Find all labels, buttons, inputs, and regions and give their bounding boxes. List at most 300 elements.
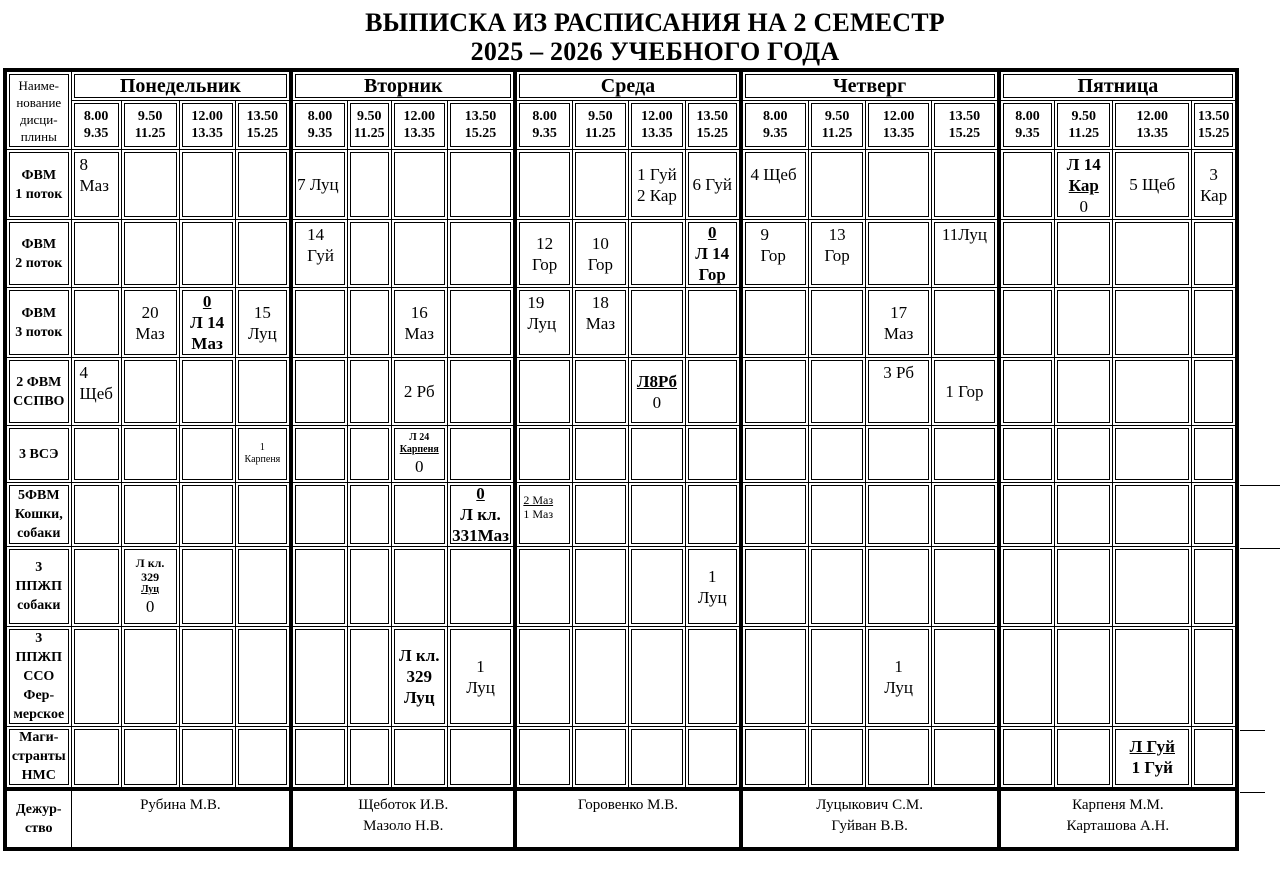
cell-line: Кошки, (14, 507, 63, 522)
schedule-cell (741, 220, 809, 288)
cell-line: 0 (652, 392, 662, 412)
cell-line: Гор (698, 265, 726, 284)
schedule-cell (999, 220, 1055, 288)
schedule-cell (447, 220, 515, 288)
time-slot-header (1192, 101, 1237, 150)
schedule-cell (447, 547, 515, 627)
schedule-cell (999, 426, 1055, 483)
schedule-cell (628, 426, 685, 483)
cell-line: 8 (79, 155, 89, 174)
schedule-cell (347, 547, 391, 627)
discipline-header-line: плины (20, 128, 57, 144)
discipline-header-line: нование (16, 94, 62, 110)
schedule-cell (347, 220, 391, 288)
cell-line: 2 Кар (636, 185, 677, 205)
cell-line: Гор (760, 246, 786, 265)
cell-line: Луцыкович С.М. (816, 796, 923, 813)
schedule-cell (447, 288, 515, 358)
discipline-row (5, 426, 1237, 483)
cell-line: Луц (403, 688, 435, 707)
schedule-cell (515, 627, 572, 727)
schedule-cell (932, 426, 999, 483)
schedule-cell (572, 288, 628, 358)
cell-line: 8.00 (83, 109, 109, 124)
schedule-cell (866, 547, 932, 627)
schedule-cell (999, 483, 1055, 547)
cell-line: 1 Гор (945, 382, 984, 401)
schedule-cell (235, 727, 291, 789)
schedule-cell (71, 426, 121, 483)
schedule-cell (1113, 483, 1192, 547)
schedule-cell (391, 627, 447, 727)
schedule-cell (347, 627, 391, 727)
cell-line: 14 (307, 225, 325, 244)
schedule-cell (866, 627, 932, 727)
schedule-cell (515, 288, 572, 358)
schedule-cell (121, 483, 179, 547)
discipline-row (5, 627, 1237, 727)
cell-line: 12.00 (403, 109, 435, 124)
schedule-cell (1113, 547, 1192, 627)
schedule-cell (1055, 426, 1113, 483)
schedule-cell (71, 288, 121, 358)
discipline-row (5, 150, 1237, 220)
cell-line: 12.00 (641, 109, 673, 124)
schedule-cell (809, 288, 866, 358)
schedule-cell (391, 220, 447, 288)
cell-line: 12.00 (191, 109, 223, 124)
schedule-cell (1192, 358, 1237, 426)
cell-line: ССПВО (13, 393, 65, 409)
time-slot-header (71, 101, 121, 150)
discipline-row (5, 483, 1237, 547)
schedule-cell (932, 627, 999, 727)
schedule-cell (179, 727, 235, 789)
schedule-cell (347, 358, 391, 426)
schedule-cell (1055, 358, 1113, 426)
time-slot-header (447, 101, 515, 150)
schedule-cell (685, 288, 740, 358)
cell-line: 9 (760, 225, 770, 244)
discipline-name (5, 150, 71, 220)
schedule-cell (572, 547, 628, 627)
schedule-cell (866, 220, 932, 288)
schedule-cell (179, 547, 235, 627)
schedule-table (3, 68, 1239, 851)
cell-line: 9.50 (137, 109, 163, 124)
day-header: Понедельник (71, 70, 291, 101)
schedule-cell (71, 483, 121, 547)
schedule-cell (1192, 727, 1237, 789)
schedule-cell (1113, 627, 1192, 727)
schedule-cell (628, 358, 685, 426)
time-slot-header (866, 101, 932, 150)
cell-line: 4 Щеб (750, 165, 797, 184)
schedule-cell (999, 288, 1055, 358)
cell-line: Щеб (79, 384, 113, 403)
cell-line: Фер- (23, 688, 55, 703)
title-line-1: ВЫПИСКА ИЗ РАСПИСАНИЯ НА 2 СЕМЕСТР (365, 8, 945, 37)
schedule-cell (1113, 727, 1192, 789)
cell-line: Л Гуй (1129, 736, 1175, 756)
cell-line: Л 24 (409, 431, 430, 443)
cell-line: 9.35 (763, 126, 788, 141)
cell-line: Дежур- (15, 801, 62, 817)
schedule-cell (291, 727, 347, 789)
cell-line: 13.50 (696, 109, 728, 124)
schedule-cell (71, 358, 121, 426)
cell-line: 8.00 (307, 109, 333, 124)
schedule-cell (515, 727, 572, 789)
cell-line: 13.35 (403, 126, 435, 141)
cell-line: ФВМ (21, 167, 57, 183)
schedule-cell (866, 426, 932, 483)
cell-line: 0 (415, 456, 424, 476)
cell-line: 1 Маз (523, 507, 554, 521)
schedule-cell (685, 727, 740, 789)
cell-line: Л 14 (1066, 155, 1101, 174)
margin-line (1240, 730, 1265, 731)
cell-line: 3 (35, 560, 43, 575)
cell-line: 15.25 (246, 126, 279, 141)
schedule-cell (1055, 547, 1113, 627)
schedule-cell (179, 627, 235, 727)
cell-line: 17 (890, 302, 908, 322)
duty-row (5, 789, 1237, 849)
cell-line: Рубина М.В. (140, 796, 221, 813)
cell-line: Луц (248, 323, 277, 343)
schedule-cell (685, 220, 740, 288)
schedule-cell (932, 483, 999, 547)
duty-label (5, 789, 71, 849)
cell-line: Карпеня (399, 443, 439, 455)
schedule-cell (741, 627, 809, 727)
schedule-cell (121, 288, 179, 358)
schedule-cell (121, 220, 179, 288)
schedule-cell (741, 426, 809, 483)
time-slot-header (1113, 101, 1192, 150)
schedule-cell (741, 547, 809, 627)
schedule-cell (121, 547, 179, 627)
cell-line: 331Маз (452, 526, 509, 545)
cell-line: Мазоло Н.В. (363, 817, 444, 834)
schedule-cell (71, 727, 121, 789)
discipline-row (5, 288, 1237, 358)
cell-line: 9.35 (83, 126, 109, 141)
discipline-header-line: дисци- (19, 111, 58, 127)
cell-line: Гуй (307, 246, 334, 265)
cell-line: ССО (23, 669, 55, 684)
cell-line: Гор (531, 254, 558, 274)
duty-cell (291, 789, 515, 849)
schedule-cell (572, 727, 628, 789)
cell-line: мерское (13, 707, 65, 722)
schedule-cell (447, 727, 515, 789)
day-header: Вторник (291, 70, 515, 101)
schedule-cell (447, 426, 515, 483)
cell-line: Маз (135, 323, 165, 343)
schedule-cell (447, 150, 515, 220)
cell-line: 12.00 (1136, 109, 1169, 124)
schedule-cell (1055, 220, 1113, 288)
schedule-cell (1192, 547, 1237, 627)
schedule-cell (291, 150, 347, 220)
schedule-cell (809, 727, 866, 789)
cell-line: ство (24, 820, 53, 836)
time-slot-header (999, 101, 1055, 150)
schedule-cell (179, 288, 235, 358)
schedule-cell (809, 426, 866, 483)
schedule-cell (515, 426, 572, 483)
schedule-cell (932, 358, 999, 426)
duty-cell (999, 789, 1237, 849)
time-slot-header (685, 101, 740, 150)
cell-line: 8.00 (763, 109, 788, 124)
cell-line: Гуйван В.В. (831, 817, 908, 834)
schedule-cell (71, 220, 121, 288)
discipline-name (5, 483, 71, 547)
schedule-cell (1055, 483, 1113, 547)
schedule-cell (121, 358, 179, 426)
cell-line: 15.25 (464, 126, 497, 141)
cell-line: 13.35 (882, 126, 915, 141)
discipline-row (5, 220, 1237, 288)
schedule-cell (515, 150, 572, 220)
cell-line: 7 Луц (297, 175, 339, 194)
cell-line: 13.50 (948, 109, 981, 124)
cell-line: Горовенко М.В. (577, 796, 678, 813)
schedule-cell (685, 547, 740, 627)
schedule-cell (809, 358, 866, 426)
cell-line: 0 (476, 484, 485, 503)
cell-line: Маги- (19, 730, 59, 746)
cell-line: 0 (202, 292, 212, 311)
schedule-cell (572, 358, 628, 426)
time-slot-header (235, 101, 291, 150)
cell-line: 3 (1209, 164, 1218, 184)
schedule-cell (291, 426, 347, 483)
cell-line: Маз (585, 314, 616, 333)
cell-line: 12 (536, 233, 554, 253)
cell-line: 9.50 (588, 109, 613, 124)
cell-line: Карпеня М.М. (1072, 796, 1164, 813)
cell-line: 15.25 (696, 126, 728, 141)
schedule-cell (391, 288, 447, 358)
schedule-cell (685, 150, 740, 220)
cell-line: 5 Щеб (1129, 175, 1176, 194)
schedule-cell (1113, 358, 1192, 426)
schedule-cell (447, 358, 515, 426)
time-slot-header (809, 101, 866, 150)
discipline-name (5, 288, 71, 358)
cell-line: 2 ФВМ (16, 374, 62, 390)
schedule-cell (121, 150, 179, 220)
cell-line: Луц (466, 677, 495, 697)
schedule-cell (179, 220, 235, 288)
time-slot-header (121, 101, 179, 150)
schedule-cell (866, 358, 932, 426)
cell-line: 13 (828, 225, 846, 244)
schedule-cell (628, 627, 685, 727)
schedule-cell (1113, 288, 1192, 358)
document-title (0, 8, 1280, 66)
cell-line: 11.25 (821, 126, 853, 141)
schedule-cell (809, 547, 866, 627)
discipline-name (5, 220, 71, 288)
time-slot-header (572, 101, 628, 150)
schedule-cell (515, 483, 572, 547)
title-line-2: 2025 – 2026 УЧЕБНОГО ГОДА (470, 37, 840, 66)
time-slot-header (932, 101, 999, 150)
schedule-cell (291, 358, 347, 426)
cell-line: 11.25 (353, 126, 385, 141)
cell-line: 3 поток (15, 324, 63, 340)
cell-line: Л кл. (399, 646, 440, 665)
cell-line: 9.35 (532, 126, 557, 141)
schedule-cell (999, 358, 1055, 426)
day-header: Четверг (741, 70, 999, 101)
cell-line: Луц (527, 314, 557, 333)
schedule-cell (347, 150, 391, 220)
cell-line: 9.50 (1071, 109, 1096, 124)
schedule-cell (866, 483, 932, 547)
schedule-cell (71, 150, 121, 220)
cell-line: Луц (884, 677, 913, 697)
schedule-cell (121, 727, 179, 789)
duty-cell (515, 789, 740, 849)
schedule-cell (291, 483, 347, 547)
schedule-cell (866, 727, 932, 789)
schedule-cell (741, 358, 809, 426)
schedule-cell (809, 627, 866, 727)
day-header: Среда (515, 70, 740, 101)
cell-line: Л 14 (190, 313, 225, 332)
time-slot-header (628, 101, 685, 150)
schedule-cell (999, 627, 1055, 727)
schedule-cell (572, 220, 628, 288)
schedule-cell (1113, 220, 1192, 288)
schedule-cell (999, 547, 1055, 627)
duty-cell (741, 789, 999, 849)
cell-line: ППЖП (15, 579, 63, 594)
schedule-cell (1192, 220, 1237, 288)
schedule-cell (628, 547, 685, 627)
discipline-row (5, 727, 1237, 789)
cell-line: 0 (1079, 197, 1088, 216)
schedule-cell (685, 358, 740, 426)
schedule-cell (1192, 627, 1237, 727)
cell-line: 15.25 (1197, 126, 1230, 141)
schedule-cell (628, 150, 685, 220)
schedule-cell (391, 150, 447, 220)
schedule-cell (572, 627, 628, 727)
schedule-cell (1055, 727, 1113, 789)
schedule-cell (932, 288, 999, 358)
cell-line: 15.25 (948, 126, 981, 141)
cell-line: 2 Рб (403, 382, 435, 401)
discipline-name (5, 426, 71, 483)
schedule-cell (1192, 288, 1237, 358)
schedule-cell (572, 426, 628, 483)
schedule-cell (1055, 288, 1113, 358)
cell-line: 18 (591, 293, 609, 312)
cell-line: 20 (141, 302, 159, 322)
discipline-header-line: Наиме- (18, 77, 59, 93)
schedule-cell (391, 426, 447, 483)
schedule-cell (999, 150, 1055, 220)
cell-line: 13.35 (1136, 126, 1169, 141)
cell-line: 13.35 (641, 126, 673, 141)
cell-line: Карташова А.Н. (1066, 817, 1170, 834)
schedule-cell (741, 483, 809, 547)
cell-line: 11.25 (585, 126, 616, 141)
schedule-cell (515, 358, 572, 426)
cell-line: 1 (707, 566, 717, 586)
cell-line: 6 Гуй (692, 175, 732, 194)
time-slot-header (1055, 101, 1113, 150)
cell-line: собаки (17, 598, 61, 613)
cell-line: 10 (591, 233, 609, 253)
schedule-cell (235, 547, 291, 627)
schedule-cell (809, 483, 866, 547)
schedule-cell (1055, 150, 1113, 220)
discipline-name (5, 358, 71, 426)
time-slot-header (391, 101, 447, 150)
cell-line: Гор (824, 246, 850, 265)
time-slot-header (741, 101, 809, 150)
discipline-row (5, 358, 1237, 426)
cell-line: ФВМ (21, 236, 57, 252)
cell-line: Луц (697, 587, 727, 607)
schedule-cell (291, 220, 347, 288)
schedule-cell (291, 547, 347, 627)
cell-line: 5ФВМ (17, 488, 60, 503)
schedule-cell (235, 627, 291, 727)
cell-line: 11.25 (1068, 126, 1100, 141)
schedule-cell (932, 150, 999, 220)
schedule-cell (628, 288, 685, 358)
discipline-name (5, 627, 71, 727)
cell-line: 12.00 (882, 109, 915, 124)
schedule-cell (572, 483, 628, 547)
schedule-cell (999, 727, 1055, 789)
schedule-cell (447, 627, 515, 727)
discipline-row (5, 547, 1237, 627)
schedule-cell (235, 426, 291, 483)
schedule-cell (1055, 627, 1113, 727)
margin-line (1240, 485, 1280, 486)
schedule-cell (291, 627, 347, 727)
cell-line: 1 поток (15, 186, 63, 202)
schedule-cell (347, 426, 391, 483)
cell-line: Маз (191, 334, 223, 353)
cell-line: 19 (527, 293, 545, 312)
cell-line: 1 (894, 656, 903, 676)
schedule-cell (391, 727, 447, 789)
cell-line: 15 (253, 302, 271, 322)
cell-line: Кар (1068, 176, 1099, 195)
cell-line: 13.50 (1197, 109, 1230, 124)
cell-line: 0 (707, 223, 717, 242)
duty-cell (71, 789, 291, 849)
schedule-cell (628, 727, 685, 789)
cell-line: 13.50 (246, 109, 279, 124)
schedule-cell (235, 483, 291, 547)
cell-line: Л8Рб (636, 371, 677, 391)
schedule-cell (572, 150, 628, 220)
cell-line: 11Луц (941, 225, 987, 244)
schedule-cell (71, 627, 121, 727)
